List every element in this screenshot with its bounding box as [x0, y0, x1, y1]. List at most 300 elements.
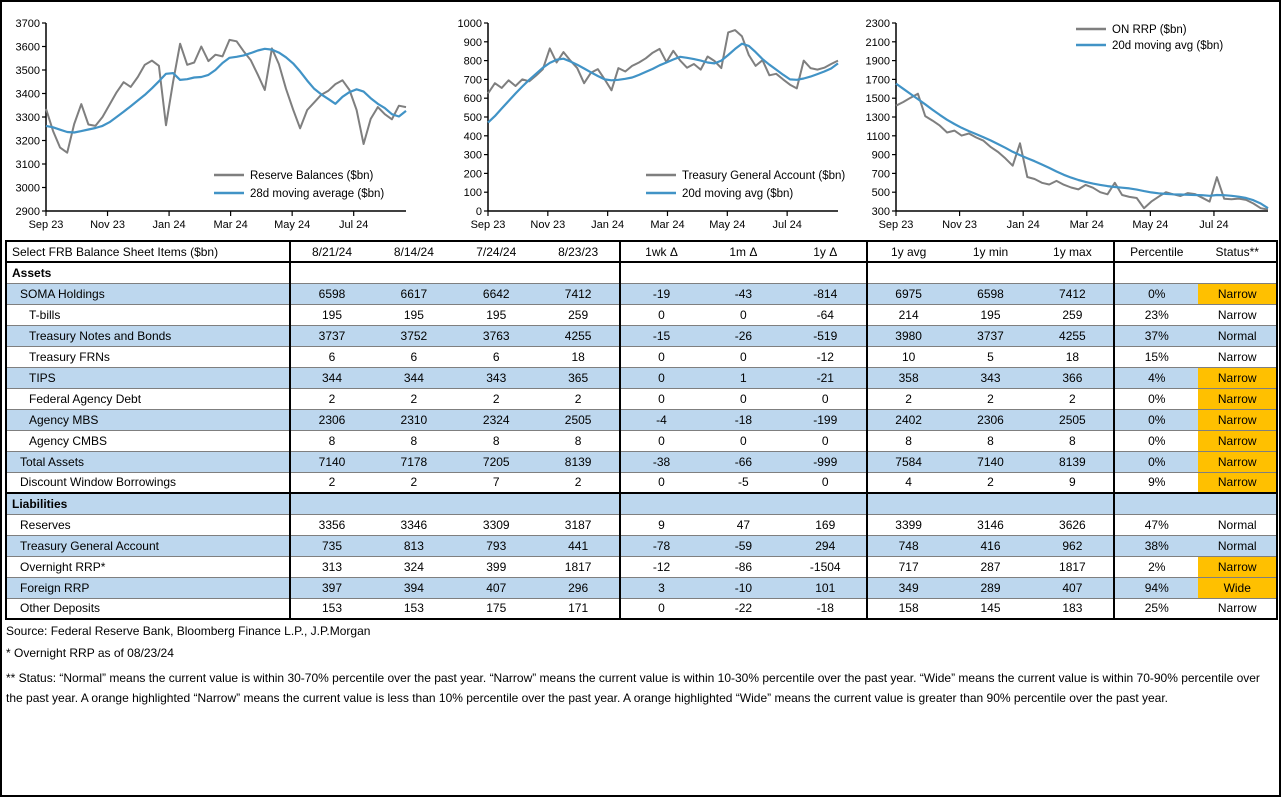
value-cell: 38%	[1114, 535, 1198, 556]
svg-text:3600: 3600	[15, 41, 40, 54]
value-cell: 2	[290, 472, 372, 493]
value-cell: 0	[620, 367, 702, 388]
value-cell: 407	[455, 577, 537, 598]
row-label: Foreign RRP	[6, 577, 290, 598]
on-rrp-chart	[856, 7, 1276, 244]
value-cell: 0	[620, 472, 702, 493]
value-cell: -21	[785, 367, 867, 388]
value-cell: 3626	[1032, 514, 1114, 535]
value-cell: 3146	[949, 514, 1031, 535]
table-section-row	[6, 493, 1277, 514]
table-row	[6, 472, 1277, 493]
value-cell: 7412	[1032, 283, 1114, 304]
value-cell: 0%	[1114, 283, 1198, 304]
value-cell: 962	[1032, 535, 1114, 556]
value-cell: 3737	[290, 325, 372, 346]
svg-text:3700: 3700	[15, 18, 40, 30]
empty-cell	[537, 493, 619, 514]
svg-text:Reserve Balances ($bn): Reserve Balances ($bn)	[250, 170, 374, 182]
value-cell: 2505	[1032, 409, 1114, 430]
value-cell: 94%	[1114, 577, 1198, 598]
value-cell: 175	[455, 598, 537, 619]
value-cell: 259	[1032, 304, 1114, 325]
value-cell: 6	[290, 346, 372, 367]
svg-text:Sep 23: Sep 23	[878, 219, 914, 231]
empty-cell	[1198, 262, 1277, 283]
value-cell: 2	[373, 472, 455, 493]
row-label: T-bills	[6, 304, 290, 325]
footnotes	[2, 620, 1279, 709]
row-label: Discount Window Borrowings	[6, 472, 290, 493]
svg-text:May 24: May 24	[709, 219, 746, 231]
value-cell: 0	[620, 388, 702, 409]
value-cell: 4%	[1114, 367, 1198, 388]
empty-cell	[537, 262, 619, 283]
svg-text:Nov 23: Nov 23	[90, 219, 125, 231]
svg-text:May 24: May 24	[1132, 219, 1169, 231]
column-header: 8/21/24	[290, 241, 372, 262]
value-cell: 8	[373, 430, 455, 451]
value-cell: 2	[1032, 388, 1114, 409]
value-cell: 3737	[949, 325, 1031, 346]
column-header: 1m Δ	[702, 241, 784, 262]
svg-text:1300: 1300	[865, 112, 890, 124]
value-cell: 7140	[290, 451, 372, 472]
svg-text:200: 200	[463, 168, 482, 181]
svg-text:3300: 3300	[15, 112, 40, 124]
svg-text:Jan 24: Jan 24	[591, 219, 625, 231]
empty-cell	[785, 493, 867, 514]
svg-text:2300: 2300	[865, 18, 890, 30]
svg-text:Mar 24: Mar 24	[650, 219, 685, 231]
column-header: 1y min	[949, 241, 1031, 262]
svg-text:1900: 1900	[865, 55, 890, 68]
status-cell: Normal	[1198, 514, 1277, 535]
value-cell: 47	[702, 514, 784, 535]
row-label: Agency CMBS	[6, 430, 290, 451]
status-cell: Narrow	[1198, 430, 1277, 451]
table-row	[6, 304, 1277, 325]
value-cell: 0	[620, 304, 702, 325]
column-header: 7/24/24	[455, 241, 537, 262]
value-cell: 748	[867, 535, 949, 556]
value-cell: 7	[455, 472, 537, 493]
value-cell: 287	[949, 556, 1031, 577]
table-title: Select FRB Balance Sheet Items ($bn)	[6, 241, 290, 262]
status-cell: Normal	[1198, 535, 1277, 556]
value-cell: 0	[785, 472, 867, 493]
svg-text:20d moving avg ($bn): 20d moving avg ($bn)	[1112, 40, 1224, 52]
value-cell: 2306	[949, 409, 1031, 430]
value-cell: 6	[455, 346, 537, 367]
value-cell: 0	[620, 430, 702, 451]
row-label: Federal Agency Debt	[6, 388, 290, 409]
svg-text:20d moving avg ($bn): 20d moving avg ($bn)	[682, 188, 794, 200]
value-cell: 793	[455, 535, 537, 556]
value-cell: 7178	[373, 451, 455, 472]
status-cell: Narrow	[1198, 283, 1277, 304]
svg-text:ON RRP ($bn): ON RRP ($bn)	[1112, 24, 1187, 36]
value-cell: 47%	[1114, 514, 1198, 535]
value-cell: 3752	[373, 325, 455, 346]
table-row	[6, 451, 1277, 472]
empty-cell	[867, 493, 949, 514]
svg-text:3400: 3400	[15, 88, 40, 101]
status-cell: Narrow	[1198, 388, 1277, 409]
value-cell: 4	[867, 472, 949, 493]
column-header: 1y avg	[867, 241, 949, 262]
value-cell: 0%	[1114, 430, 1198, 451]
empty-cell	[290, 262, 372, 283]
column-header: 1wk Δ	[620, 241, 702, 262]
value-cell: 0	[702, 388, 784, 409]
value-cell: 2	[373, 388, 455, 409]
table-body	[6, 262, 1277, 619]
value-cell: 324	[373, 556, 455, 577]
value-cell: -59	[702, 535, 784, 556]
svg-text:700: 700	[871, 168, 890, 181]
value-cell: 145	[949, 598, 1031, 619]
value-cell: -22	[702, 598, 784, 619]
value-cell: 6642	[455, 283, 537, 304]
svg-text:Mar 24: Mar 24	[1069, 219, 1104, 231]
empty-cell	[620, 262, 702, 283]
table-row	[6, 430, 1277, 451]
status-cell: Narrow	[1198, 367, 1277, 388]
treasury-general-account-chart	[448, 7, 846, 244]
status-cell: Narrow	[1198, 304, 1277, 325]
value-cell: 343	[455, 367, 537, 388]
value-cell: 407	[1032, 577, 1114, 598]
value-cell: 8	[949, 430, 1031, 451]
empty-cell	[290, 493, 372, 514]
value-cell: -519	[785, 325, 867, 346]
status-cell: Narrow	[1198, 472, 1277, 493]
svg-text:Jul 24: Jul 24	[1199, 219, 1229, 231]
value-cell: -19	[620, 283, 702, 304]
row-label: TIPS	[6, 367, 290, 388]
table-row	[6, 283, 1277, 304]
value-cell: 101	[785, 577, 867, 598]
value-cell: 8139	[1032, 451, 1114, 472]
svg-text:100: 100	[463, 187, 482, 200]
svg-text:400: 400	[463, 130, 482, 143]
value-cell: 8	[537, 430, 619, 451]
svg-text:28d moving average ($bn): 28d moving average ($bn)	[250, 188, 385, 200]
svg-text:3100: 3100	[15, 159, 40, 171]
empty-cell	[620, 493, 702, 514]
value-cell: 0%	[1114, 388, 1198, 409]
svg-text:900: 900	[871, 149, 890, 162]
table-row	[6, 598, 1277, 619]
column-header: Status**	[1198, 241, 1277, 262]
value-cell: 171	[537, 598, 619, 619]
svg-text:500: 500	[463, 112, 482, 124]
column-header: Percentile	[1114, 241, 1198, 262]
column-header: 8/14/24	[373, 241, 455, 262]
column-header: 8/23/23	[537, 241, 619, 262]
chart-canvas	[448, 7, 846, 239]
value-cell: 2	[867, 388, 949, 409]
column-header: 1y Δ	[785, 241, 867, 262]
table-head	[6, 241, 1277, 262]
value-cell: -10	[702, 577, 784, 598]
value-cell: -18	[785, 598, 867, 619]
value-cell: 343	[949, 367, 1031, 388]
value-cell: 349	[867, 577, 949, 598]
value-cell: 6975	[867, 283, 949, 304]
value-cell: 397	[290, 577, 372, 598]
table-row	[6, 514, 1277, 535]
empty-cell	[949, 493, 1031, 514]
value-cell: -15	[620, 325, 702, 346]
svg-text:1500: 1500	[865, 93, 890, 106]
value-cell: 195	[455, 304, 537, 325]
table-row	[6, 367, 1277, 388]
value-cell: 358	[867, 367, 949, 388]
value-cell: 3187	[537, 514, 619, 535]
svg-text:3200: 3200	[15, 135, 40, 148]
svg-text:2900: 2900	[15, 206, 40, 218]
empty-cell	[1032, 493, 1114, 514]
value-cell: 2	[949, 472, 1031, 493]
value-cell: 183	[1032, 598, 1114, 619]
value-cell: 2310	[373, 409, 455, 430]
value-cell: 7412	[537, 283, 619, 304]
value-cell: 289	[949, 577, 1031, 598]
empty-cell	[702, 262, 784, 283]
status-cell: Narrow	[1198, 346, 1277, 367]
empty-cell	[455, 262, 537, 283]
empty-cell	[867, 262, 949, 283]
svg-text:Nov 23: Nov 23	[530, 219, 566, 231]
value-cell: 9	[1032, 472, 1114, 493]
value-cell: 2505	[537, 409, 619, 430]
value-cell: 365	[537, 367, 619, 388]
value-cell: -64	[785, 304, 867, 325]
row-label: Liabilities	[6, 493, 290, 514]
value-cell: 3980	[867, 325, 949, 346]
value-cell: 0%	[1114, 451, 1198, 472]
empty-cell	[785, 262, 867, 283]
value-cell: -5	[702, 472, 784, 493]
value-cell: 416	[949, 535, 1031, 556]
value-cell: 6	[373, 346, 455, 367]
value-cell: 214	[867, 304, 949, 325]
svg-text:Nov 23: Nov 23	[942, 219, 978, 231]
value-cell: 296	[537, 577, 619, 598]
value-cell: 8	[867, 430, 949, 451]
value-cell: -999	[785, 451, 867, 472]
row-label: Total Assets	[6, 451, 290, 472]
table-row	[6, 346, 1277, 367]
value-cell: 8	[455, 430, 537, 451]
value-cell: 195	[373, 304, 455, 325]
row-label: Treasury Notes and Bonds	[6, 325, 290, 346]
svg-text:700: 700	[463, 74, 482, 87]
svg-text:0: 0	[475, 206, 482, 218]
value-cell: 7205	[455, 451, 537, 472]
value-cell: 18	[1032, 346, 1114, 367]
value-cell: 5	[949, 346, 1031, 367]
row-label: Reserves	[6, 514, 290, 535]
value-cell: 344	[290, 367, 372, 388]
value-cell: -814	[785, 283, 867, 304]
table-row	[6, 409, 1277, 430]
charts-row	[2, 2, 1279, 240]
status-cell: Narrow	[1198, 556, 1277, 577]
empty-cell	[373, 493, 455, 514]
svg-text:1100: 1100	[866, 130, 890, 143]
value-cell: -199	[785, 409, 867, 430]
value-cell: 813	[373, 535, 455, 556]
value-cell: 18	[537, 346, 619, 367]
svg-text:300: 300	[871, 206, 890, 218]
value-cell: 0	[702, 346, 784, 367]
status-cell: Narrow	[1198, 451, 1277, 472]
empty-cell	[949, 262, 1031, 283]
row-label: Treasury General Account	[6, 535, 290, 556]
value-cell: 2%	[1114, 556, 1198, 577]
value-cell: -4	[620, 409, 702, 430]
empty-cell	[1032, 262, 1114, 283]
chart-canvas	[856, 7, 1276, 239]
value-cell: 6617	[373, 283, 455, 304]
series-line	[46, 40, 406, 153]
svg-text:Jan 24: Jan 24	[152, 219, 186, 231]
value-cell: 2324	[455, 409, 537, 430]
empty-cell	[1114, 262, 1198, 283]
svg-text:Sep 23: Sep 23	[470, 219, 506, 231]
value-cell: 6598	[290, 283, 372, 304]
empty-cell	[373, 262, 455, 283]
value-cell: 3346	[373, 514, 455, 535]
table-row	[6, 388, 1277, 409]
svg-text:Sep 23: Sep 23	[28, 219, 64, 231]
svg-text:3500: 3500	[15, 65, 40, 77]
empty-cell	[1114, 493, 1198, 514]
value-cell: -12	[620, 556, 702, 577]
value-cell: 2	[290, 388, 372, 409]
value-cell: 15%	[1114, 346, 1198, 367]
value-cell: 717	[867, 556, 949, 577]
value-cell: 2	[455, 388, 537, 409]
value-cell: 2402	[867, 409, 949, 430]
svg-text:Jul 24: Jul 24	[339, 219, 369, 231]
empty-cell	[1198, 493, 1277, 514]
value-cell: 394	[373, 577, 455, 598]
table-section-row	[6, 262, 1277, 283]
svg-text:300: 300	[463, 149, 482, 162]
value-cell: 735	[290, 535, 372, 556]
value-cell: 4255	[537, 325, 619, 346]
value-cell: 158	[867, 598, 949, 619]
table-row	[6, 556, 1277, 577]
value-cell: 344	[373, 367, 455, 388]
row-label: Treasury FRNs	[6, 346, 290, 367]
value-cell: 259	[537, 304, 619, 325]
value-cell: 2	[949, 388, 1031, 409]
table-row	[6, 325, 1277, 346]
value-cell: 6598	[949, 283, 1031, 304]
svg-text:Jan 24: Jan 24	[1006, 219, 1040, 231]
column-header: 1y max	[1032, 241, 1114, 262]
value-cell: -1504	[785, 556, 867, 577]
status-cell: Narrow	[1198, 598, 1277, 619]
svg-text:May 24: May 24	[274, 219, 311, 231]
table-row	[6, 535, 1277, 556]
value-cell: -26	[702, 325, 784, 346]
series-line	[896, 94, 1268, 210]
row-label: SOMA Holdings	[6, 283, 290, 304]
value-cell: 2306	[290, 409, 372, 430]
value-cell: 25%	[1114, 598, 1198, 619]
value-cell: 313	[290, 556, 372, 577]
series-line	[488, 30, 838, 93]
value-cell: 3309	[455, 514, 537, 535]
value-cell: 3356	[290, 514, 372, 535]
svg-text:1700: 1700	[865, 74, 890, 87]
table-row	[6, 577, 1277, 598]
svg-text:500: 500	[871, 187, 890, 200]
table-wrap	[2, 240, 1279, 620]
value-cell: 0	[702, 430, 784, 451]
value-cell: -66	[702, 451, 784, 472]
row-label: Assets	[6, 262, 290, 283]
value-cell: 23%	[1114, 304, 1198, 325]
value-cell: -18	[702, 409, 784, 430]
value-cell: 1817	[1032, 556, 1114, 577]
value-cell: 4255	[1032, 325, 1114, 346]
value-cell: 294	[785, 535, 867, 556]
svg-text:3000: 3000	[15, 182, 40, 195]
svg-text:Jul 24: Jul 24	[772, 219, 802, 231]
status-definition-footnote: ** Status: “Normal” means the current value is within 30-70% percentile over the past year. “Narrow” means the current value is within 10-30% percentile over the past year. “Wide” means the current value is within 70-90% percentile over the past year. A orange highlighted “Narrow” means the current value is less than 10% percentile over the past year. A orange highlighted “Wide” means the current value is greater than 90% percentile over the past year.	[6, 671, 1260, 706]
svg-text:1000: 1000	[457, 18, 482, 30]
value-cell: 10	[867, 346, 949, 367]
status-cell: Narrow	[1198, 409, 1277, 430]
value-cell: 7584	[867, 451, 949, 472]
table-header-row	[6, 241, 1277, 262]
svg-text:Mar 24: Mar 24	[213, 219, 248, 231]
svg-text:800: 800	[463, 55, 482, 68]
value-cell: 441	[537, 535, 619, 556]
value-cell: 8	[1032, 430, 1114, 451]
value-cell: 2	[537, 472, 619, 493]
value-cell: 0	[620, 598, 702, 619]
svg-text:Treasury General Account ($bn): Treasury General Account ($bn)	[682, 170, 846, 182]
source-note: Source: Federal Reserve Bank, Bloomberg Finance L.P., J.P.Morgan	[6, 624, 371, 638]
svg-text:900: 900	[463, 36, 482, 49]
value-cell: 3763	[455, 325, 537, 346]
value-cell: 1817	[537, 556, 619, 577]
value-cell: 169	[785, 514, 867, 535]
row-label: Overnight RRP*	[6, 556, 290, 577]
reserve-balances-chart	[6, 7, 414, 244]
value-cell: 8139	[537, 451, 619, 472]
value-cell: 9%	[1114, 472, 1198, 493]
status-cell: Normal	[1198, 325, 1277, 346]
value-cell: 0	[620, 346, 702, 367]
value-cell: 2	[537, 388, 619, 409]
status-cell: Wide	[1198, 577, 1277, 598]
row-label: Other Deposits	[6, 598, 290, 619]
value-cell: 195	[949, 304, 1031, 325]
frb-balance-sheet-table	[5, 240, 1278, 620]
value-cell: -78	[620, 535, 702, 556]
value-cell: 3399	[867, 514, 949, 535]
value-cell: 0	[702, 304, 784, 325]
